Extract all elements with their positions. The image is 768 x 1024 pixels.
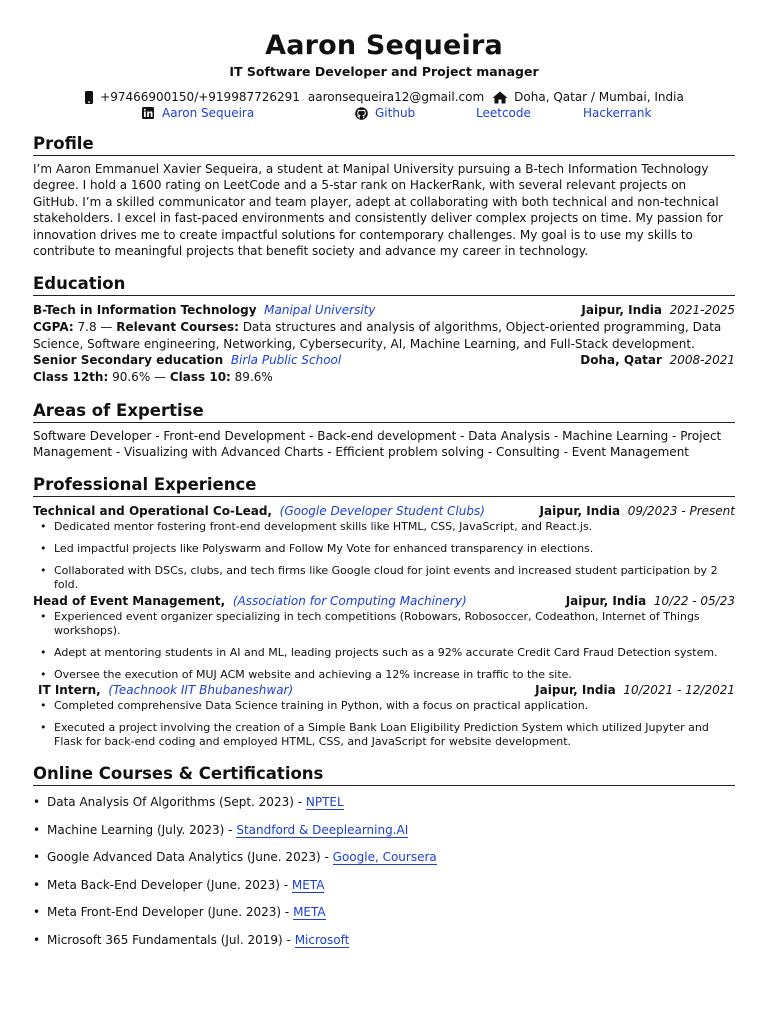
linkedin-link[interactable] [142, 105, 254, 121]
course-text: Google Advanced Data Analytics (June. 2023) - [47, 850, 329, 864]
experience-location: Jaipur, India [539, 504, 621, 519]
candidate-title: IT Software Developer and Project manager [229, 64, 539, 79]
contact-row [33, 89, 735, 105]
phone-item [84, 89, 300, 105]
experience-location: Jaipur, India [565, 593, 647, 608]
hackerrank-link[interactable]: Hackerrank [583, 106, 652, 120]
role-title: Technical and Operational Co-Lead, [33, 504, 272, 519]
education-details [33, 369, 735, 385]
education-dates: 2008-2021 [669, 353, 735, 368]
experience-item [33, 503, 735, 592]
experience-row [33, 503, 735, 520]
class10-label: Class 10: [169, 370, 231, 385]
courses-section [33, 764, 735, 959]
candidate-name: Aaron Sequeira [265, 30, 503, 61]
education-dates: 2021-2025 [669, 303, 735, 318]
location-text: Doha, Qatar / Mumbai, India [514, 90, 684, 104]
org-name[interactable]: (Association for Computing Machinery) [232, 593, 467, 608]
list-item [33, 849, 735, 877]
profile-section [33, 134, 735, 259]
list-item: • Completed comprehensive Data Science training in Python, with a focus on practical application. [40, 699, 735, 714]
course-text: Microsoft 365 Fundamentals (Jul. 2019) - [47, 932, 291, 947]
phone-number: +97466900150/+919987726291 [100, 90, 300, 104]
list-item [33, 904, 735, 932]
github-link[interactable] [355, 105, 415, 121]
course-text: Data Analysis Of Algorithms (Sept. 2023) - [47, 795, 303, 809]
education-heading: Education [33, 274, 735, 296]
education-location: Jaipur, India [581, 303, 662, 318]
experience-dates: 09/2023 - Present [627, 504, 735, 519]
linkedin-icon [142, 107, 154, 119]
resume-page [33, 0, 735, 959]
course-link[interactable]: Standford & Deeplearning.AI [236, 822, 409, 837]
linkedin-label: Aaron Sequeira [162, 106, 255, 120]
school-name[interactable]: Manipal University [264, 303, 376, 318]
role-title: Head of Event Management, [33, 593, 226, 608]
experience-item [33, 682, 735, 750]
course-link[interactable]: NPTEL [305, 795, 344, 809]
courses-heading: Online Courses & Certifications [33, 764, 735, 786]
expertise-section [33, 401, 735, 461]
class12-label: Class 12th: [33, 370, 109, 385]
github-label: Github [375, 106, 416, 120]
experience-bullets [40, 699, 735, 750]
profile-text: I’m Aaron Emmanuel Xavier Sequeira, a student at Manipal University pursuing a B-tech Information Technology degree. I hold a 1600 rating on LeetCode and a 5-star rank on HackerRank, with several relevant projects on GitHub. I’m a skilled communicator and team player, adept at collaborating with both technical and non-technical stakeholders. I excel in fast-paced environments and consistently deliver complex projects on time. My passion for innovation drives me to create impactful solutions for contemporary challenges. My goal is to use my skills to contribute to meaningful projects that benefit society and advance my career in technology. [33, 162, 723, 259]
list-item [33, 932, 735, 960]
education-item [33, 302, 735, 352]
list-item: • Executed a project involving the creation of a Simple Bank Loan Eligibility Prediction System which utilized Jupyter and Flask for back-end coding and employed HTML, CSS, and JavaScript for website development. [40, 721, 735, 750]
course-text: Meta Front-End Developer (June. 2023) - [47, 905, 290, 919]
courses-value: Data structures and analysis of algorithms, Object-oriented programming, Data Science, Software engineering, Networking, Cybersecurity, AI, Machine Learning, and Full-Stack development. [33, 320, 722, 351]
cgpa-label: CGPA: [33, 320, 74, 335]
role-title: IT Intern, [38, 683, 101, 698]
experience-dates: 10/22 - 05/23 [653, 593, 735, 608]
mobile-phone-icon [84, 91, 94, 104]
experience-dates: 10/2021 - 12/2021 [623, 683, 735, 698]
experience-bullets [40, 610, 735, 682]
github-icon [355, 107, 368, 120]
leetcode-link[interactable]: Leetcode [476, 106, 531, 120]
course-link[interactable]: META [293, 905, 326, 919]
org-name[interactable]: (Teachnook IIT Bhubaneshwar) [108, 683, 294, 698]
courses-label: Relevant Courses: [116, 320, 239, 335]
email-text[interactable]: aaronsequeira12@gmail.com [307, 90, 485, 104]
list-item: • Dedicated mentor fostering front-end development skills like HTML, CSS, JavaScript, and React.js. [40, 520, 735, 535]
profile-heading: Profile [33, 134, 735, 156]
resume-header [33, 30, 735, 121]
list-item: • Collaborated with DSCs, clubs, and tech firms like Google cloud for joint events and increased student participation by 2 fold. [40, 564, 735, 593]
list-item: • Adept at mentoring students in AI and ML, leading projects such as a 92% accurate Credit Card Fraud Detection system. [40, 646, 735, 661]
experience-row [33, 593, 735, 610]
course-text: Machine Learning (July. 2023) - [47, 822, 233, 837]
list-item [33, 794, 735, 822]
education-row [33, 302, 735, 319]
class10-value: 89.6% [234, 370, 273, 385]
experience-item [33, 593, 735, 682]
location-item [492, 89, 684, 105]
class12-value: 90.6% — [112, 370, 167, 385]
course-text: Meta Back-End Developer (June. 2023) - [47, 877, 289, 892]
list-item: • Led impactful projects like Polyswarm and Follow My Vote for enhanced transparency in elections. [40, 542, 735, 557]
expertise-text: Software Developer - Front-end Development - Back-end development - Data Analysis - Machine Learning - Project Management - Visualizing with Advanced Charts - Efficient problem solving - Consulting - Event Management [33, 428, 722, 460]
courses-list [33, 794, 735, 959]
degree-name: B-Tech in Information Technology [33, 303, 257, 318]
cgpa-value: 7.8 — [77, 320, 113, 335]
home-icon [492, 91, 508, 104]
course-link[interactable]: Microsoft [294, 932, 350, 947]
course-link[interactable]: META [291, 877, 325, 892]
list-item [33, 822, 735, 850]
education-row [33, 352, 735, 369]
org-name[interactable]: (Google Developer Student Clubs) [279, 504, 485, 519]
experience-bullets [40, 520, 735, 592]
experience-heading: Professional Experience [33, 475, 735, 497]
list-item: • Experienced event organizer specializing in tech competitions (Robowars, Robosoccer, Codeathon, Internet of Things workshops). [40, 610, 735, 639]
list-item [33, 877, 735, 905]
education-item [33, 352, 735, 385]
education-section [33, 274, 735, 385]
expertise-heading: Areas of Expertise [33, 401, 735, 423]
degree-name: Senior Secondary education [33, 353, 224, 368]
experience-location: Jaipur, India [535, 683, 616, 698]
education-location: Doha, Qatar [580, 353, 662, 368]
education-details [33, 319, 735, 352]
list-item: • Oversee the execution of MUJ ACM website and achieving a 12% increase in traffic to the site. [40, 668, 735, 683]
links-row [33, 105, 735, 121]
experience-section [33, 475, 735, 750]
experience-row [38, 682, 735, 699]
school-name[interactable]: Birla Public School [230, 353, 342, 368]
course-link[interactable]: Google, Coursera [332, 850, 437, 864]
